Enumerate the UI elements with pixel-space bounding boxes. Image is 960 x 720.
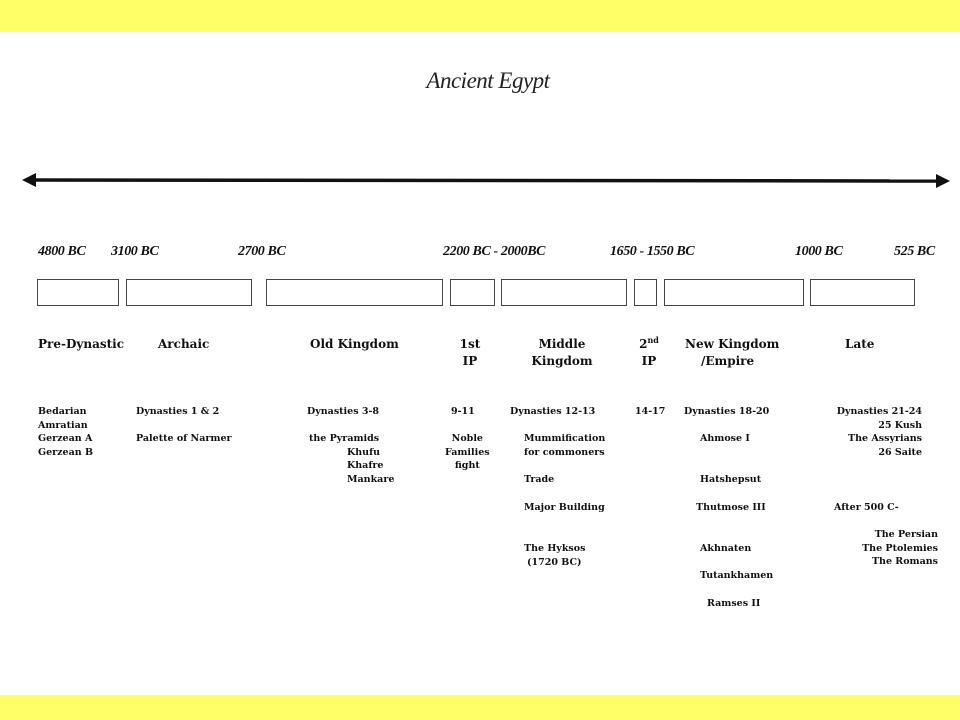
date-label-1650-1550bc: 1650 - 1550 BC [610,244,695,259]
detail-line: Bedarian [38,406,87,417]
detail-line: Akhnaten [700,543,752,554]
period-name-late [845,336,874,353]
detail-middle-kingdom-mummification [524,432,605,459]
timeline-line [30,180,940,181]
bottom-yellow-band [0,695,960,720]
period-name-line: Kingdom [531,354,593,368]
detail-line: 26 Saite [878,446,922,458]
detail-line: After 500 C- [834,502,899,513]
detail-late-dynasties [826,405,922,459]
detail-old-kingdom-pyramids [309,432,394,486]
detail-middle-kingdom-dynasties [510,405,595,419]
date-label-3100bc: 3100 BC [111,244,159,259]
detail-line: Mummification [524,433,606,444]
detail-line: fight [454,460,480,471]
detail-middle-kingdom-trade [524,473,554,487]
period-box-2nd-ip [634,279,657,306]
detail-line: Ramses II [707,598,761,609]
period-name-line: 2 [639,337,648,351]
right-arrowhead-icon [936,174,950,188]
detail-line: The Hyksos [524,543,586,554]
period-name-line: Late [845,337,875,351]
ordinal-suffix: nd [647,335,659,345]
period-name-line: IP [641,354,657,368]
detail-line: the Pyramids [309,433,380,444]
period-name-line: Middle [538,337,586,351]
period-box-new-kingdom [664,279,804,306]
period-box-archaic [126,279,252,306]
detail-line: Families [445,446,490,458]
detail-line: Trade [524,474,555,485]
date-label-525bc: 525 BC [894,244,935,259]
detail-line: Dynasties 18-20 [684,406,770,417]
period-name-archaic [158,336,209,353]
detail-line: Dynasties 1 & 2 [136,406,220,417]
detail-line: Gerzean A [38,433,93,444]
detail-line: The Ptolemies [862,542,938,554]
detail-line: Thutmose III [696,502,766,513]
detail-new-kingdom-akhnaten [700,542,751,556]
period-name-line: 1st [459,337,481,351]
period-name-pre-dynastic [38,336,124,353]
detail-line: Major Building [524,502,605,513]
detail-new-kingdom-dynasties [684,405,769,419]
period-name-1st-ip [445,336,495,370]
detail-line: Noble [451,433,483,444]
detail-new-kingdom-tutankhamen [700,569,773,583]
period-name-new-kingdom [685,336,779,370]
period-box-old-kingdom [266,279,443,306]
period-name-middle-kingdom [520,336,604,370]
detail-late-foreign-rulers [838,528,938,569]
timeline-double-arrow [0,168,960,192]
period-name-line: IP [462,354,478,368]
period-box-pre-dynastic [37,279,119,306]
period-name-line: Pre-Dynastic [38,337,125,351]
detail-line: for commoners [524,446,605,458]
detail-line: Amratian [38,419,88,431]
period-name-line: New Kingdom [685,337,780,351]
detail-line: (1720 BC) [527,556,582,568]
left-arrowhead-icon [22,173,36,187]
detail-line: Dynasties 12-13 [510,406,596,417]
date-label-2700bc: 2700 BC [238,244,286,259]
period-name-2nd-ip [629,336,669,370]
date-label-2200-2000bc: 2200 BC - 2000BC [443,244,546,259]
detail-pre-dynastic-cultures [38,405,93,459]
period-box-1st-ip [450,279,495,306]
detail-new-kingdom-ahmose [700,432,750,446]
detail-line: Khafre [347,460,384,471]
period-name-line: Old Kingdom [310,337,399,351]
detail-old-kingdom-dynasties [307,405,379,419]
detail-line: Khufu [347,446,381,458]
detail-line: Hatshepsut [700,474,762,485]
period-name-old-kingdom [310,336,399,353]
detail-new-kingdom-hatshepsut [700,473,761,487]
detail-line: The Romans [871,556,938,567]
top-yellow-band [0,0,960,32]
detail-line: Dynasties 3-8 [307,406,380,417]
detail-line: Tutankhamen [700,570,774,581]
detail-1st-ip-dynasties [451,405,475,419]
detail-line: The Assyrians [848,433,922,444]
detail-line: Gerzean B [38,446,94,458]
period-box-late [810,279,915,306]
detail-late-after-500 [834,501,899,515]
detail-line: Palette of Narmer [136,433,232,444]
detail-new-kingdom-ramses [707,597,760,611]
detail-line: 14-17 [635,406,666,417]
period-box-middle-kingdom [501,279,627,306]
detail-line: The Persian [874,529,938,540]
detail-line: 9-11 [451,406,475,417]
page-title: Ancient Egypt [426,68,550,93]
detail-new-kingdom-thutmose [696,501,766,515]
detail-1st-ip-nobles [445,432,490,473]
detail-line: Dynasties 21-24 [836,406,922,417]
detail-line: Mankare [347,473,395,485]
detail-archaic-dynasties [136,405,219,419]
period-name-line: /Empire [701,354,755,368]
detail-middle-kingdom-hyksos [524,542,585,569]
detail-line: Ahmose I [700,433,750,444]
detail-2nd-ip-dynasties [635,405,665,419]
detail-line: 25 Kush [878,419,922,431]
date-label-1000bc: 1000 BC [795,244,843,259]
detail-archaic-palette [136,432,232,446]
detail-middle-kingdom-building [524,501,605,515]
date-label-4800bc: 4800 BC [38,244,86,259]
period-name-line: Archaic [158,337,210,351]
